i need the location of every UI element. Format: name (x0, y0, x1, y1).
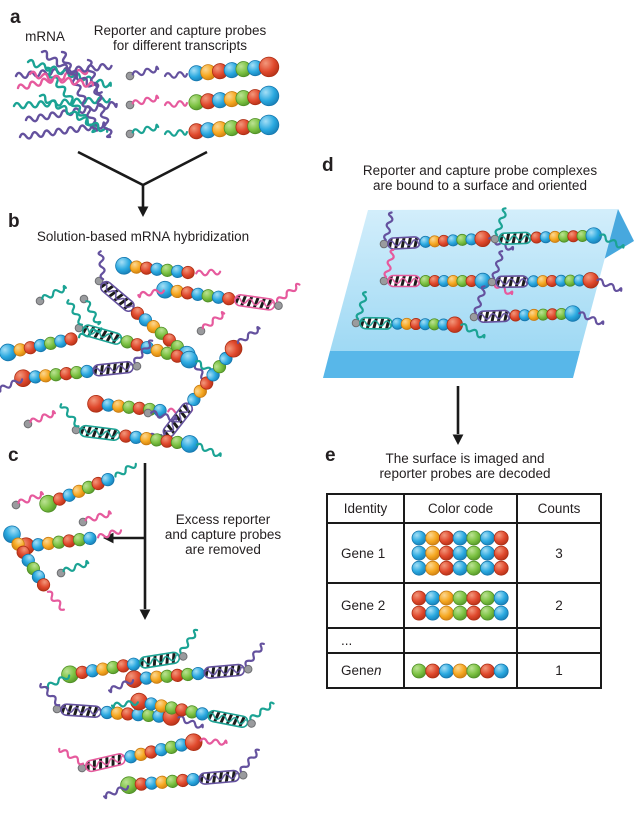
panel-a-title-line2: for different transcripts (112, 38, 248, 53)
cell-gene1-counts: 3 (518, 524, 600, 584)
decode-table (326, 493, 602, 689)
cell-genen-identity (328, 654, 405, 687)
panel-b-title: Solution-based mRNA hybridization (36, 229, 250, 244)
panel-c-note-line3: are removed (185, 542, 261, 557)
cell-genen-color-code (405, 654, 518, 687)
panel-d-label: d (322, 155, 334, 176)
cell-gene1-identity: Gene 1 (328, 524, 405, 584)
cell-ellipsis-identity: ... (328, 629, 405, 654)
color-code-beads (411, 663, 509, 679)
cell-gene1-color-code (405, 524, 518, 584)
panel-c-note-line2: and capture probes (164, 527, 282, 542)
panel-d-title-line1: Reporter and capture probe complexes (362, 163, 598, 178)
panel-b-label: b (8, 211, 20, 232)
panel-c-label: c (8, 445, 19, 466)
table-header-counts: Counts (518, 495, 600, 524)
cell-gene2-color-code (405, 584, 518, 629)
table-header-color-code: Color code (405, 495, 518, 524)
cell-ellipsis-color-code (405, 629, 518, 654)
cell-genen-counts: 1 (518, 654, 600, 687)
panel-d-title-line2: are bound to a surface and oriented (373, 178, 587, 193)
color-code-beads (411, 590, 509, 621)
genen-italic-n: n (374, 663, 382, 678)
table-header-identity: Identity (328, 495, 405, 524)
panel-e-label: e (325, 445, 336, 466)
color-code-beads (411, 530, 509, 576)
panel-a-label: a (10, 7, 21, 28)
cell-gene2-identity: Gene 2 (328, 584, 405, 629)
cell-ellipsis-counts (518, 629, 600, 654)
genen-prefix: Gene (341, 663, 375, 678)
mrna-label: mRNA (25, 29, 65, 44)
panel-e-title-line1: The surface is imaged and (385, 451, 545, 466)
cell-gene2-counts: 2 (518, 584, 600, 629)
panel-a-title-line1: Reporter and capture probes (93, 23, 267, 38)
panel-e-title-line2: reporter probes are decoded (379, 466, 551, 481)
panel-c-note-line1: Excess reporter (175, 512, 271, 527)
